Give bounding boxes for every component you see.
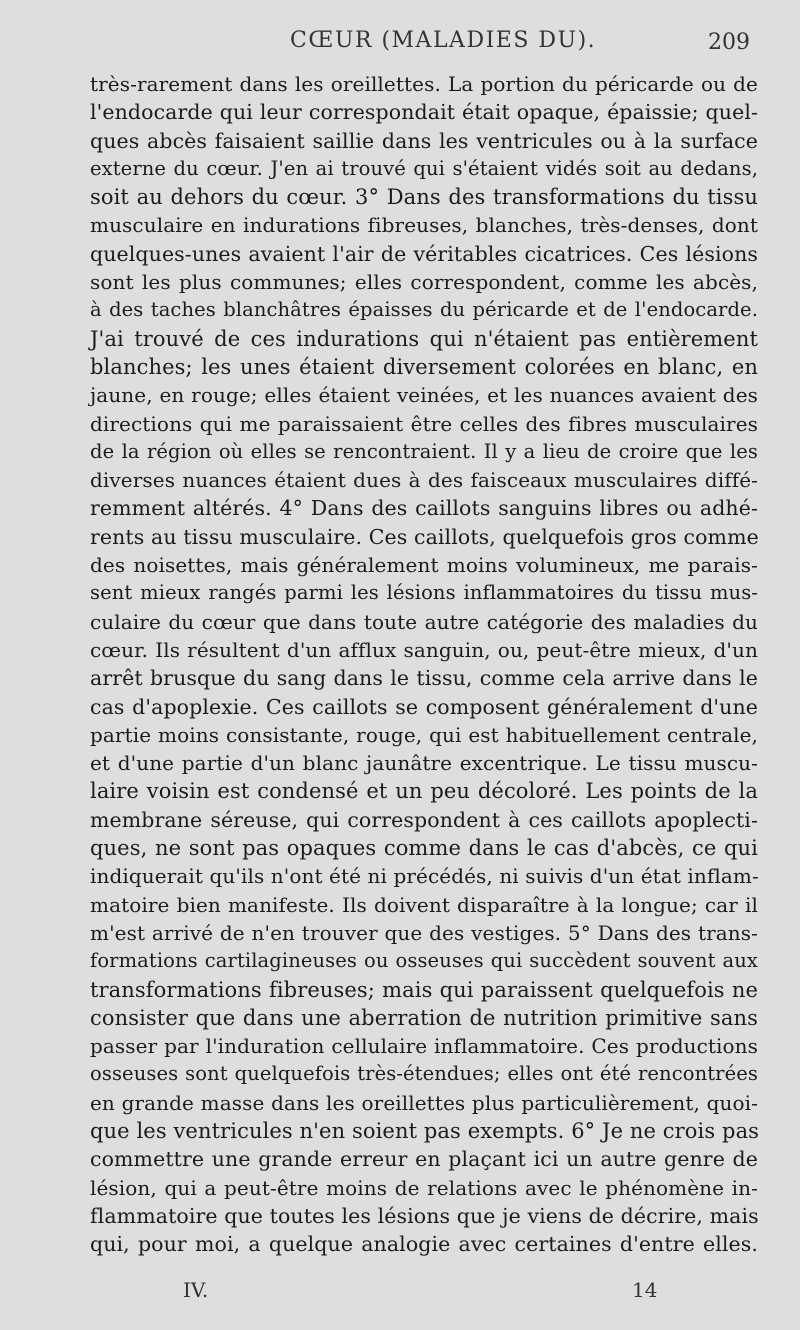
text-line: sont les plus communes; elles correspondent, comme les abcès, [90, 270, 758, 295]
text-line: que les ventricules n'en soient pas exempts. 6° Je ne crois pas [90, 1118, 760, 1143]
text-line: m'est arrivé de n'en trouver que des vestiges. 5° Dans des trans- [90, 920, 758, 945]
text-line: diverses nuances étaient dues à des faisceaux musculaires diffé- [90, 468, 758, 493]
text-line: formations cartilagineuses ou osseuses qui succèdent souvent aux [90, 949, 758, 973]
text-line: ques abcès faisaient saillie dans les ventricules ou à la surface [90, 128, 758, 153]
text-line: à des taches blanchâtres épaisses du péricarde et de l'endocarde. [90, 298, 758, 322]
text-line: consister que dans une aberration de nutrition primitive sans [90, 1005, 758, 1030]
text-line: ques, ne sont pas opaques comme dans le cas d'abcès, ce qui [90, 836, 758, 861]
text-line: des noisettes, mais généralement moins volumineux, me parais- [90, 553, 758, 578]
folio-mark: 14 [632, 1278, 658, 1302]
text-line: jaune, en rouge; elles étaient veinées, et les nuances avaient des [90, 383, 758, 408]
text-line: commettre une grande erreur en plaçant ici un autre genre de [90, 1147, 758, 1172]
text-line: externe du cœur. J'en ai trouvé qui s'étaient vidés soit au dedans, [90, 156, 758, 180]
text-line: soit au dehors du cœur. 3° Dans des transformations du tissu [90, 185, 758, 210]
text-line: très-rarement dans les oreillettes. La portion du péricarde ou de [90, 72, 758, 96]
text-line: J'ai trouvé de ces indurations qui n'étaient pas entièrement [90, 326, 758, 351]
text-line: directions qui me paraissaient être celles des fibres musculaires [90, 411, 758, 436]
text-line: sent mieux rangés parmi les lésions inflammatoires du tissu mus- [90, 581, 758, 605]
text-line: osseuses sont quelquefois très-étendues; elles ont été rencontrées [90, 1062, 758, 1086]
page-number: 209 [708, 30, 750, 55]
text-line: laire voisin est condensé et un peu décoloré. Les points de la [90, 779, 758, 804]
running-head [0, 28, 800, 62]
text-line: de la région où elles se rencontraient. Il y a lieu de croire que les [90, 439, 758, 463]
text-line: transformations fibreuses; mais qui paraissent quelquefois ne [90, 977, 758, 1002]
text-line: membrane séreuse, qui correspondent à ces caillots apoplecti- [90, 807, 758, 832]
text-line: rents au tissu musculaire. Ces caillots, quelquefois gros comme [90, 524, 759, 549]
page-footer [0, 1278, 800, 1308]
text-line: quelques-unes avaient l'air de véritables cicatrices. Ces lésions [90, 241, 758, 266]
text-line: passer par l'induration cellulaire inflammatoire. Ces productions [90, 1034, 758, 1059]
text-line: arrêt brusque du sang dans le tissu, comme cela arrive dans le [90, 666, 758, 691]
running-title: CŒUR (MALADIES DU). [290, 28, 597, 53]
text-line: lésion, qui a peut-être moins de relations avec le phénomène in- [90, 1175, 758, 1200]
text-line: culaire du cœur que dans toute autre catégorie des maladies du [90, 609, 758, 634]
text-line: cas d'apoplexie. Ces caillots se composent généralement d'une [90, 694, 758, 719]
text-line: cœur. Ils résultent d'un afflux sanguin, ou, peut-être mieux, d'un [90, 637, 758, 662]
text-line: blanches; les unes étaient diversement colorées en blanc, en [90, 354, 758, 379]
text-line: partie moins consistante, rouge, qui est habituellement centrale, [90, 722, 758, 747]
body-text [90, 70, 758, 1258]
text-line: matoire bien manifeste. Ils doivent disparaître à la longue; car il [90, 892, 758, 917]
signature-mark: IV. [183, 1278, 209, 1302]
text-line: remment altérés. 4° Dans des caillots sanguins libres ou adhé- [90, 496, 758, 521]
text-line: qui, pour moi, a quelque analogie avec certaines d'entre elles. [90, 1232, 758, 1257]
text-line: l'endocarde qui leur correspondait était opaque, épaissie; quel- [90, 100, 758, 125]
text-line: flammatoire que toutes les lésions que je viens de décrire, mais [90, 1203, 759, 1228]
text-line: en grande masse dans les oreillettes plus particulièrement, quoi- [90, 1090, 758, 1115]
text-line: musculaire en indurations fibreuses, blanches, très-denses, dont [90, 213, 758, 238]
text-line: indiquerait qu'ils n'ont été ni précédés, ni suivis d'un état inflam- [90, 864, 759, 889]
text-line: et d'une partie d'un blanc jaunâtre excentrique. Le tissu muscu- [90, 751, 758, 776]
